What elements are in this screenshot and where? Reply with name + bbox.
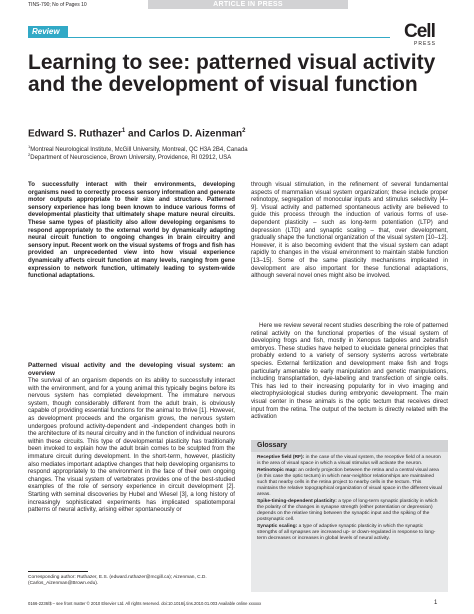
section-rule: [68, 37, 390, 38]
glossary-entry: [257, 455, 443, 467]
footnote-rule: [28, 571, 88, 572]
author-ruthazer: Edward S. Ruthazer: [28, 128, 122, 140]
affiliation-text: Department of Neuroscience, Brown University, Providence, RI 02912, USA: [30, 155, 232, 161]
logo-wordmark: Cell: [404, 21, 435, 42]
logo-subtext: PRESS: [414, 41, 436, 47]
glossary-entries: [257, 455, 443, 543]
glossary-definition: a type of long-term synaptic plasticity in which the polarity of the changes in synapse strength (either potentiation or depression) depends on the relative timing between the synaptic input and the spiking of the postsynaptic cell.: [257, 499, 438, 522]
page-number: 1: [434, 600, 438, 606]
cell-press-logo: [404, 22, 446, 50]
author-affiliation-mark: 2: [242, 128, 246, 134]
glossary-definition: an orderly projection between the retina and a central visual area (in this case the optic tectum) in which near-neighbor relationships are maintained such that nearby cells in the retina project to nearby cells in the tectum. This maintains the relative topographical organization of visual space in the different visual areas.: [257, 468, 442, 497]
author-conjunction: and: [125, 128, 149, 140]
glossary-entry: [257, 468, 443, 498]
glossary-heading: Glossary: [251, 440, 448, 452]
glossary-entry: [257, 499, 443, 523]
glossary-term: Retinotopic map:: [257, 468, 297, 473]
body-paragraph: through visual stimulation, in the refinement of several fundamental aspects of mammalian visual system organization; these include proper retinotopy, segregation of monocular inputs and stimulus selectivity [4–9]. Visual activity and patterned spontaneous activity are believed to guide this process through the induction of various forms of use-dependent plasticity – such as long-term potentiation (LTP) and depression (LTD) and synaptic scaling – that, over development, gradually shape the functional organization of the visual system [10–12]. However, it is also becoming evident that the visual system can adapt rapidly to changes in the visual environment to maintain stable function [13–15]. Some of the same plasticity mechanisms implicated in development are also important for these functional adaptations, although several novel ones might also be involved.: [251, 181, 448, 280]
glossary-box: [251, 440, 448, 592]
affiliation-mark: 1: [28, 144, 31, 149]
running-header: [28, 0, 446, 13]
abstract: To successfully interact with their environments, developing organisms need to correctly process sensory information and generate motor outputs appropriate to their size and structure. Patterned sensory experience has long been known to induce various forms of developmental plasticity that ultimately shape mature neural circuits. These same types of plasticity also allow developing organisms to respond appropriately to the external world by dynamically adapting neural circuit function to ongoing changes in brain circuitry and sensory input. Recent work on the visual systems of frogs and fish has provided an unprecedented view into how visual experience dynamically affects circuit function at many levels, ranging from gene expression to network function, ultimately leading to system-wide functional adaptations.: [28, 181, 235, 280]
author-aizenman: Carlos D. Aizenman: [148, 128, 243, 140]
affiliation-text: Montreal Neurological Institute, McGill University, Montreal, QC H3A 2B4, Canada: [30, 147, 248, 153]
copyright-footer: 0166-2236/$ – see front matter © 2010 Elsevier Ltd. All rights reserved. doi:10.1016/j.tins.2010.01.003 Available online xxxxxx: [28, 601, 262, 606]
glossary-term: Synaptic scaling:: [257, 524, 298, 529]
glossary-term: Spike-timing-dependent plasticity:: [257, 499, 337, 504]
glossary-definition: in the case of the visual system, the receptive field of a neuron is the area of visual space in which a visual stimulus will activate the neuron.: [257, 455, 441, 466]
glossary-definition: a type of adaptive synaptic plasticity in which the synaptic strengths of all synapses are increased up- or down-regulated in response to long-term decreases or increases in global levels of neural activity.: [257, 524, 436, 541]
glossary-term: Receptive field (RF):: [257, 455, 305, 460]
review-section-tab: Review: [28, 26, 68, 38]
introduction-text: The survival of an organism depends on its ability to successfully interact with the environment, and for a young animal this typically begins before its nervous system has completed development. The immature nervous system, though considerably different from the adult brain, is obviously capable of providing essential functions for the animal to thrive [1]. However, as development proceeds and the organism grows, the nervous system undergoes profound activity-dependent and -independent changes both in the architecture of its neural circuitry and in the function of individual neurons within these circuits. This type of developmental plasticity has traditionally been invoked to explain how the adult brain comes to be sculpted from the immature circuit during development. In the short-term, however, plasticity also mediates important adaptive changes that help developing organisms to respond appropriately to the environment in the face of their own ongoing changes. The visual system of vertebrates provides one of the best-studied examples of the role of sensory experience in circuit development [2]. Starting with seminal discoveries by Hubel and Wiesel [3], a long history of increasingly sophisticated experiments has implicated spatiotemporal patterns of neural activity, arising either spontaneously or: [28, 377, 235, 514]
corresponding-author-footnote: Corresponding author: Ruthazer, E.S. (edward.ruthazer@mcgill.ca); Aizenman, C.D. (Carlos_Aizenman@Brown.edu).: [28, 575, 207, 586]
glossary-entry: [257, 524, 443, 542]
review-scope-paragraph: Here we review several recent studies describing the role of patterned retinal activity on the functional properties of the visual system of developing frogs and fish, mostly in Xenopus tadpoles and zebrafish embryos. These studies have helped to elucidate general principles that probably extend to a variety of sensory systems across vertebrate species. External fertilization and development make fish and frogs particularly amenable to early manipulation and genetic manipulations, including transplantation, dye-labeling and transfection of single cells. This has led to their increasing popularity for in vivo imaging and electrophysiological studies during embryonic development. The main visual center in these animals is the optic tectum that receives direct input from the retina. The output of the tectum is directly related with the activation: [251, 322, 448, 421]
affiliation-mark: 2: [28, 152, 31, 157]
author-affiliation-mark: 1: [121, 128, 126, 134]
affiliation-2: [28, 152, 231, 161]
manuscript-reference: TINS-790; No of Pages 10: [28, 2, 87, 8]
section-heading: Patterned visual activity and the developing visual system: an overview: [28, 362, 235, 377]
body-paragraph: [251, 322, 448, 421]
article-in-press-banner: ARTICLE IN PRESS: [148, 0, 348, 9]
author-list: [28, 128, 245, 139]
article-title: Learning to see: patterned visual activity and the development of visual function: [28, 51, 436, 96]
